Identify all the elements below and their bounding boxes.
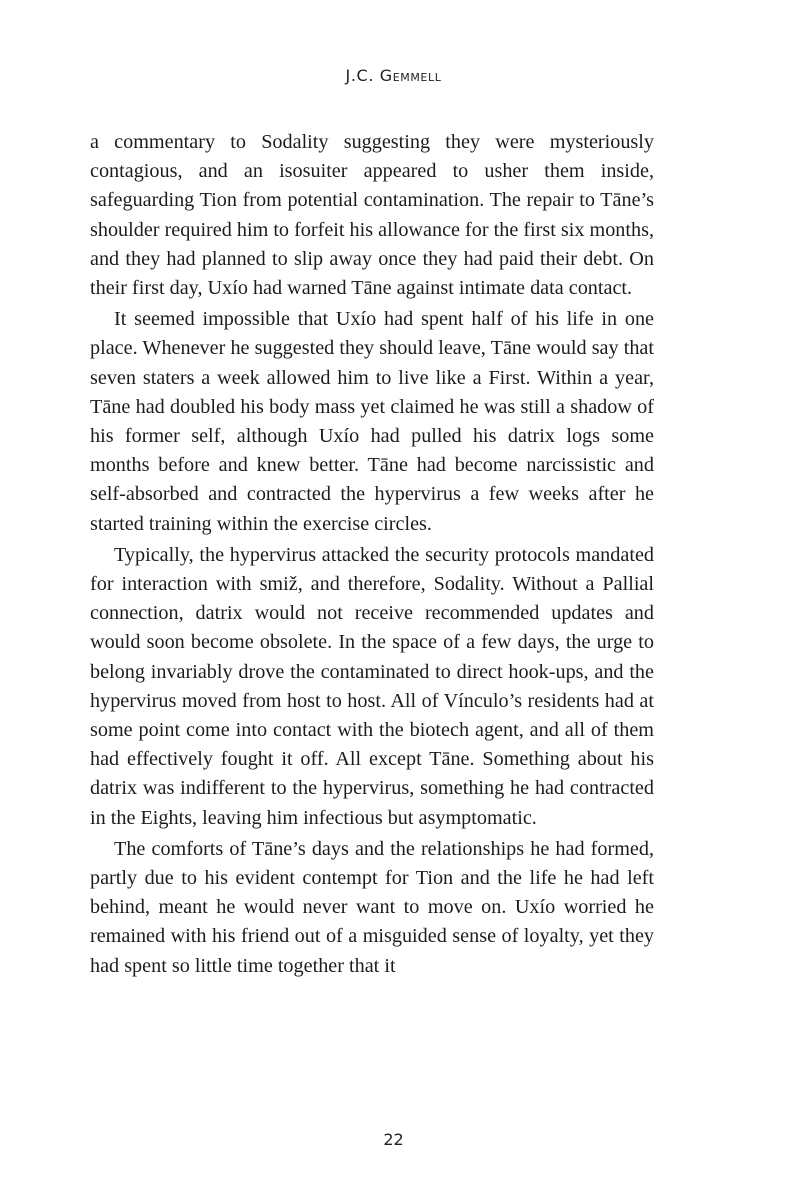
author-name-initials: J.C. G [345, 66, 393, 85]
author-name-smallcaps: emmell [392, 66, 442, 85]
paragraph-3: Typically, the hypervirus attacked the security protocols mandated for interaction with smiž, and therefore, Sodality. Without a Pallial connection, datrix would not receive recommended updates and would soon become obsolete. In the space of a few days, the urge to belong invariably drove the contaminated to direct hook-ups, and the hypervirus moved from host to host. All of Vínculo’s residents had at some point come into contact with the biotech agent, and all of them had effectively fought it off. All except Tāne. Something about his datrix was indifferent to the hypervirus, something he had contracted in the Eights, leaving him infectious but asymptomatic. [90, 543, 654, 829]
paragraph-1: a commentary to Sodality suggesting they were mysteriously contagious, and an isosuiter appeared to usher them inside, safeguarding Tion from potential contamination. The repair to Tāne’s shoulder required him to forfeit his allowance for the first six months, and they had planned to slip away once they had paid their debt. On their first day, Uxío had warned Tāne against intimate data contact. [90, 131, 654, 300]
running-header [0, 66, 787, 85]
paragraph-2: It seemed impossible that Uxío had spent half of his life in one place. Whenever he suggested they should leave, Tāne would say that seven staters a week allowed him to live like a First. Within a year, Tāne had doubled his body mass yet claimed he was still a shadow of his former self, although Uxío had pulled his datrix logs some months before and knew better. Tāne had become narcissistic and self-absorbed and contracted the hypervirus a few weeks after he started training within the exercise circles. [90, 308, 654, 535]
paragraph-4: The comforts of Tāne’s days and the relationships he had formed, partly due to his evident contempt for Tion and the life he had left behind, meant he would never want to move on. Uxío worried he remained with his friend out of a misguided sense of loyalty, yet they had spent so little time together that it [90, 837, 654, 977]
body-text [90, 128, 654, 981]
page-number: 22 [383, 1130, 404, 1149]
